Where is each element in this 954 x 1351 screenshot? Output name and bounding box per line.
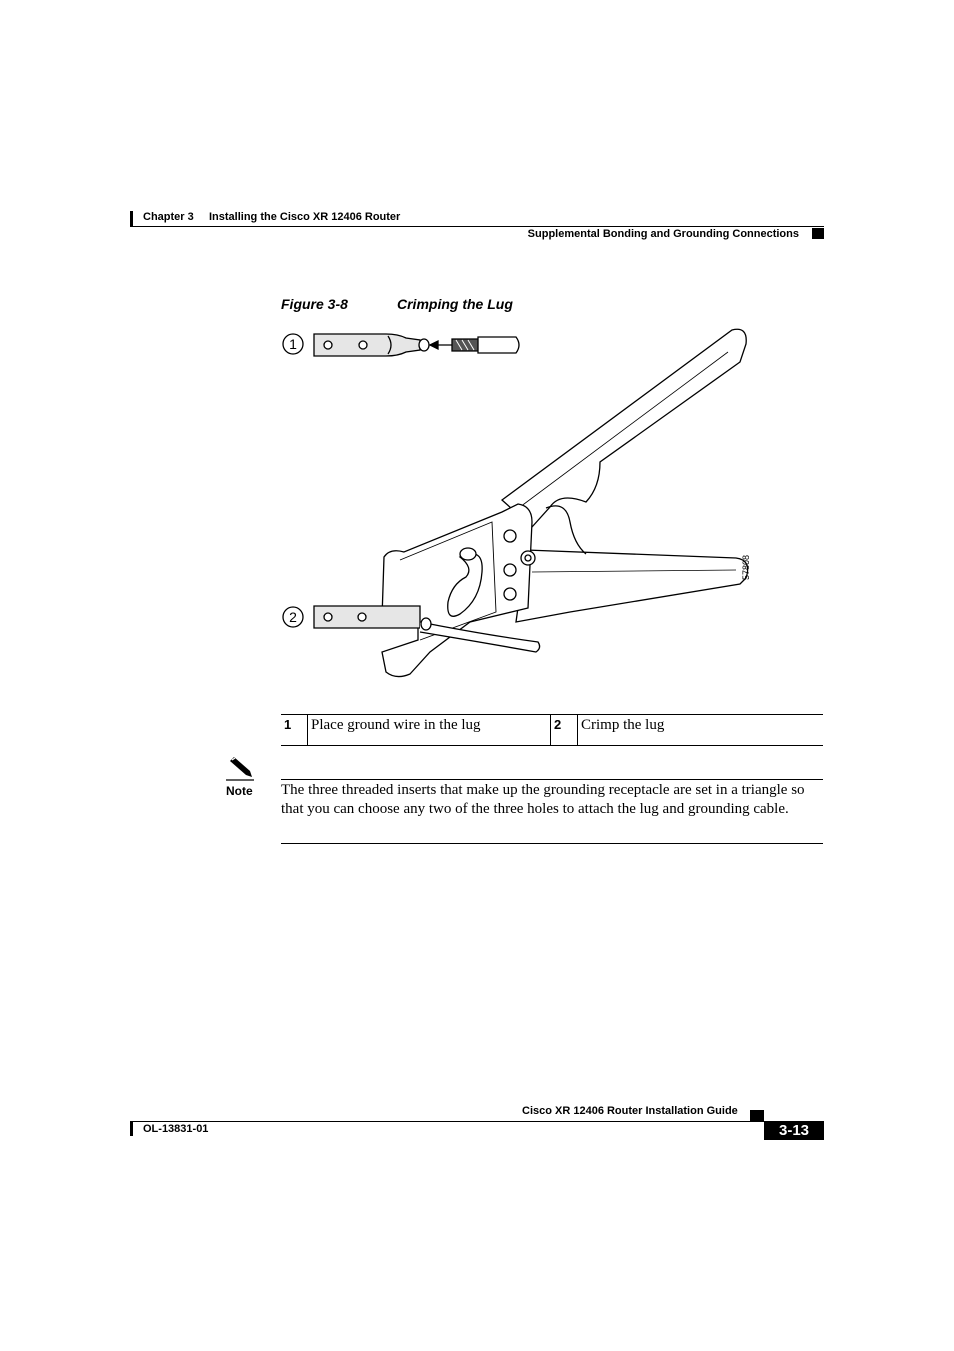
legend-num-2: 2	[551, 715, 578, 746]
document-id: OL-13831-01	[143, 1123, 209, 1135]
legend-row	[281, 715, 823, 746]
header-marker	[812, 228, 824, 239]
note-text: The three threaded inserts that make up the grounding receptacle are set in a triangle so that you can choose any two of the three holes to attach the lug and grounding cable.	[281, 782, 805, 817]
note-rule-bottom	[281, 843, 823, 844]
legend-text-1: Place ground wire in the lug	[308, 715, 551, 746]
pencil-icon	[226, 755, 256, 781]
note-rule-top	[281, 779, 823, 780]
legend-text-2: Crimp the lug	[578, 715, 824, 746]
legend-num-1: 1	[284, 717, 292, 732]
page-number: 3-13	[764, 1121, 824, 1140]
wire-icon	[430, 337, 519, 353]
footer-rule	[130, 1121, 764, 1122]
figure-title: Crimping the Lug	[397, 296, 513, 312]
footer-bar	[130, 1122, 133, 1136]
figure-number: Figure 3-8	[281, 296, 348, 312]
header-bar	[130, 211, 133, 227]
callout-2-label: 2	[289, 609, 297, 625]
art-id: 57808	[741, 554, 751, 580]
figure-legend	[281, 714, 823, 746]
callout-1	[283, 334, 303, 354]
header-rule	[130, 226, 824, 227]
lug-icon	[314, 334, 429, 356]
crimping-illustration	[270, 322, 760, 687]
callout-1-label: 1	[289, 336, 297, 352]
note-label: Note	[226, 784, 253, 798]
crimping-tool-icon	[382, 329, 748, 676]
footer-guide-title: Cisco XR 12406 Router Installation Guide	[522, 1105, 738, 1117]
callout-2	[283, 607, 303, 627]
chapter-title: Installing the Cisco XR 12406 Router	[209, 211, 401, 223]
section-title: Supplemental Bonding and Grounding Connections	[527, 228, 799, 240]
chapter-label: Chapter 3	[143, 211, 194, 223]
